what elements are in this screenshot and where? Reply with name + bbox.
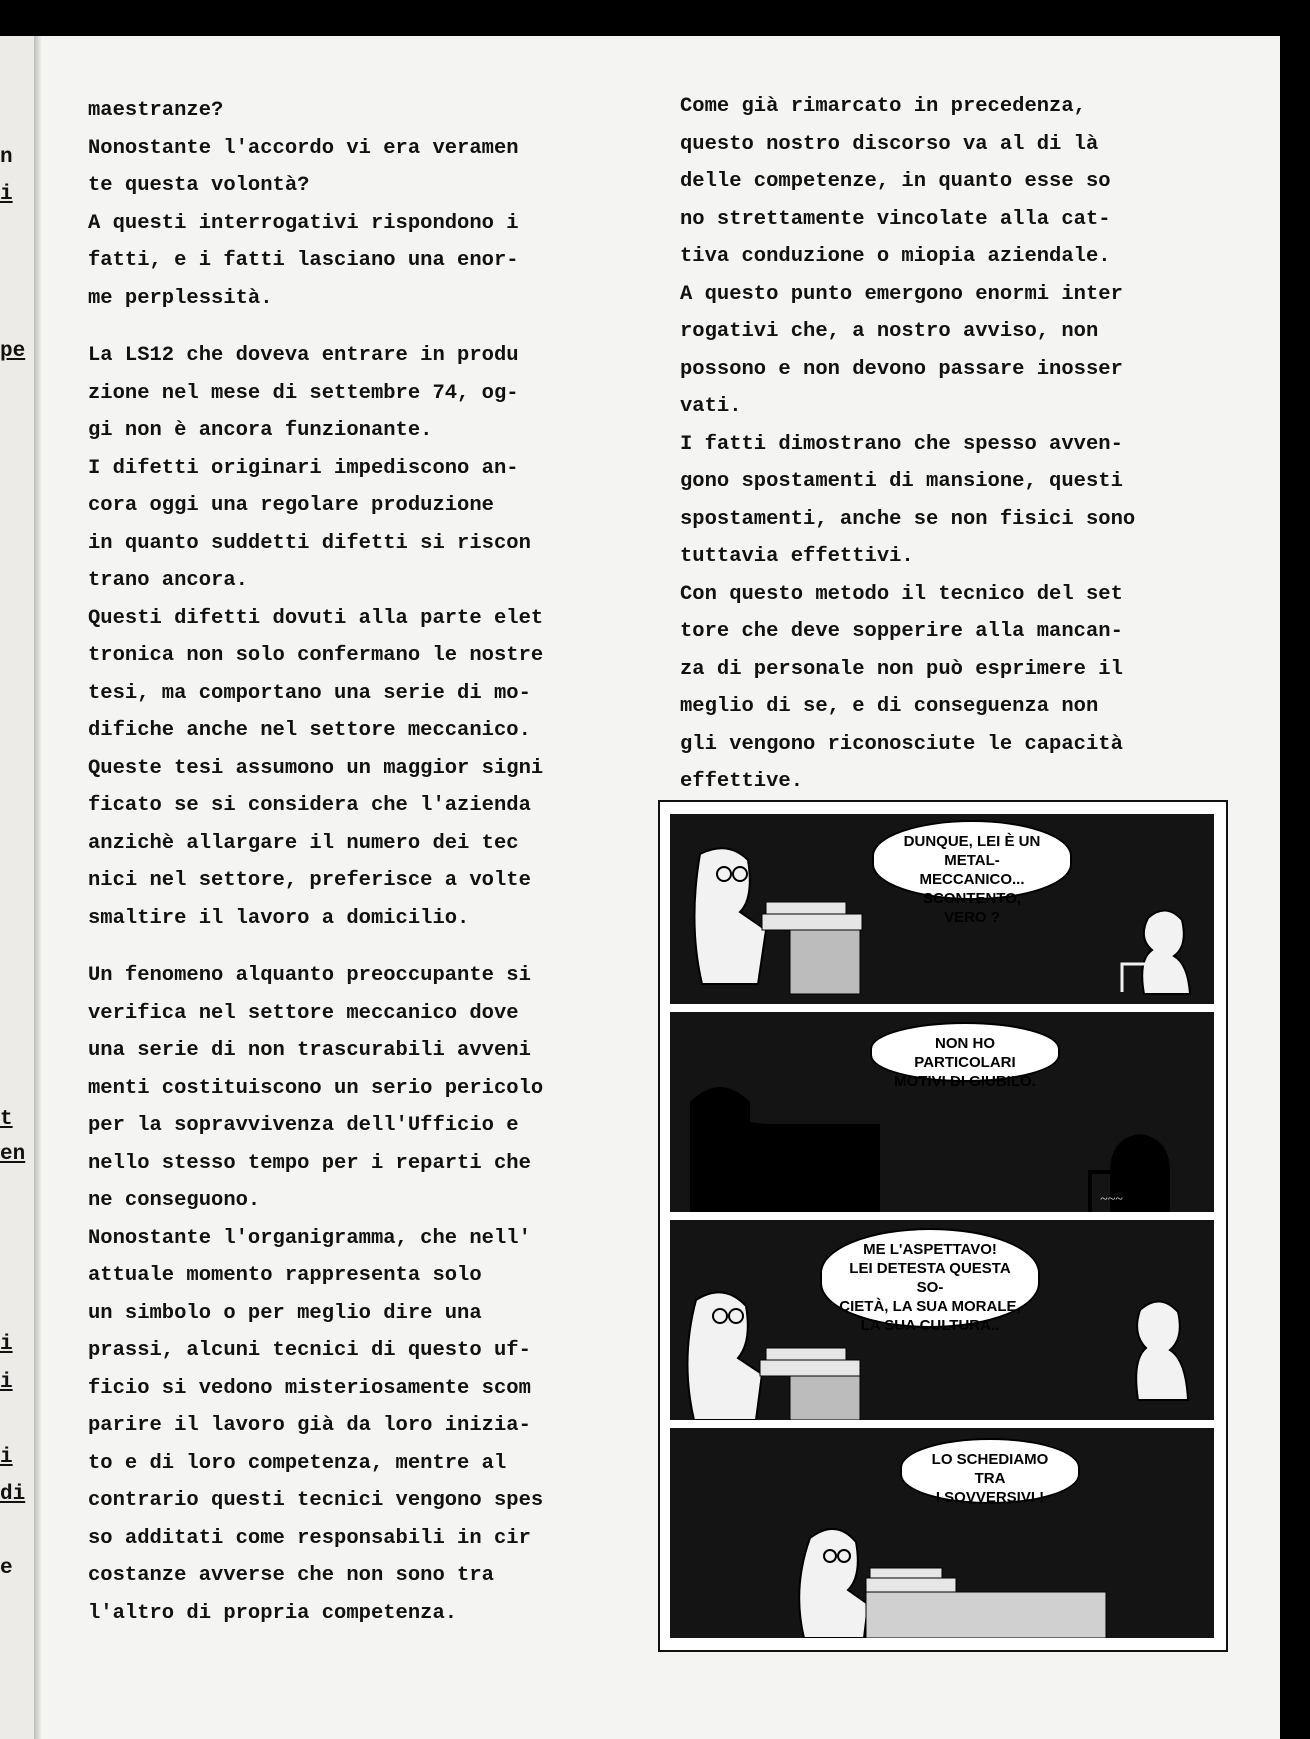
text-line: no strettamente vincolate alla cat-	[680, 207, 1111, 231]
text-line: ficato se si considera che l'azienda	[88, 794, 531, 817]
speech-bubble-1	[872, 820, 1072, 926]
edge-fragment: n	[0, 146, 13, 169]
text-line: costanze avverse che non sono tra	[88, 1564, 494, 1587]
text-line: attuale momento rappresenta solo	[88, 1264, 482, 1287]
comic-panel-2	[670, 1012, 1214, 1212]
text-line: possono e non devono passare inosser	[680, 357, 1123, 381]
text-line: un simbolo o per meglio dire una	[88, 1301, 482, 1325]
text-line: gi non è ancora funzionante.	[88, 419, 433, 442]
text-line: Con questo metodo il tecnico del set	[680, 582, 1123, 606]
edge-fragment: i	[0, 1371, 13, 1394]
text-line: smaltire il lavoro a domicilio.	[88, 906, 470, 930]
text-line: effettive.	[680, 770, 804, 793]
comic-panel-3	[670, 1220, 1214, 1420]
comic-panel-1	[670, 814, 1214, 1004]
text-line: gli vengono riconosciute le capacità	[680, 732, 1123, 756]
text-line: prassi, alcuni tecnici di questo uf-	[88, 1339, 531, 1362]
speech-line: CIETÀ, LA SUA MORALE,	[839, 1298, 1021, 1315]
speech-bubble-3	[820, 1228, 1040, 1334]
text-line: gono spostamenti di mansione, questi	[680, 470, 1123, 493]
text-line: in quanto suddetti difetti si riscon	[88, 531, 531, 555]
speech-bubble-4	[900, 1438, 1080, 1504]
speech-line: DUNQUE, LEI È UN METAL-	[903, 833, 1041, 869]
text-line: Come già rimarcato in precedenza,	[680, 95, 1086, 118]
text-line: Nonostante l'accordo vi era veramen	[88, 136, 519, 160]
text-line: A questo punto emergono enormi inter	[680, 282, 1123, 306]
text-line: tesi, ma comportano una serie di mo-	[88, 681, 531, 705]
scan-top-border	[0, 0, 1310, 36]
text-line: l'altro di propria competenza.	[88, 1601, 458, 1625]
text-line: ne conseguono.	[88, 1189, 261, 1212]
text-line: ficio si vedono misteriosamente scom	[88, 1376, 531, 1400]
speech-line: MECCANICO... SCONTENTO,	[919, 871, 1025, 907]
text-line: nello stesso tempo per i reparti che	[88, 1151, 531, 1175]
speech-line: I SOVVERSIVI !	[935, 1489, 1045, 1506]
edge-fragment: en	[0, 1143, 26, 1166]
comic-strip	[658, 800, 1228, 1652]
edge-fragment: i	[0, 1446, 13, 1469]
text-line: Un fenomeno alquanto preoccupante si	[88, 964, 531, 987]
text-line: difiche anche nel settore meccanico.	[88, 719, 531, 742]
speech-bubble-2	[870, 1022, 1060, 1090]
text-line: trano ancora.	[88, 569, 248, 592]
text-line: anzichè allargare il numero dei tec	[88, 831, 519, 855]
text-line: delle competenze, in quanto esse so	[680, 170, 1111, 193]
text-line: Nonostante l'organigramma, che nell'	[88, 1226, 531, 1250]
text-line: fatti, e i fatti lasciano una enor-	[88, 249, 519, 272]
right-text-column	[680, 88, 1240, 801]
text-line: za di personale non può esprimere il	[680, 657, 1123, 681]
comic-panel-4	[670, 1428, 1214, 1638]
page-gutter	[34, 36, 42, 1739]
speech-line: LA SUA CULTURA..	[860, 1317, 1000, 1334]
left-text-column	[88, 92, 658, 1632]
text-line: me perplessità.	[88, 286, 273, 310]
text-line: per la sopravvivenza dell'Ufficio e	[88, 1114, 519, 1137]
paragraph-gap	[88, 937, 658, 957]
text-line: contrario questi tecnici vengono spes	[88, 1489, 544, 1512]
text-line: cora oggi una regolare produzione	[88, 494, 494, 517]
edge-fragment: t	[0, 1108, 13, 1131]
speech-line: LEI DETESTA QUESTA SO-	[849, 1260, 1011, 1296]
text-line: zione nel mese di settembre 74, og-	[88, 381, 519, 405]
edge-fragment: di	[0, 1483, 26, 1506]
text-line: I difetti originari impediscono an-	[88, 456, 519, 480]
text-line: spostamenti, anche se non fisici sono	[680, 507, 1136, 531]
text-line: vati.	[680, 395, 742, 418]
text-line: tore che deve sopperire alla mancan-	[680, 620, 1123, 643]
text-line: menti costituiscono un serio pericolo	[88, 1076, 544, 1100]
text-line: so additati come responsabili in cir	[88, 1526, 531, 1550]
text-line: Queste tesi assumono un maggior signi	[88, 756, 544, 780]
edge-fragment: pe	[0, 340, 26, 363]
text-line: nici nel settore, preferisce a volte	[88, 869, 531, 892]
scan-right-border	[1280, 0, 1310, 1739]
speech-line: ME L'ASPETTAVO!	[863, 1241, 997, 1258]
text-line: tuttavia effettivi.	[680, 545, 914, 568]
edge-fragment: e	[0, 1557, 13, 1580]
text-line: parire il lavoro già da loro inizia-	[88, 1414, 531, 1437]
text-line: questo nostro discorso va al di là	[680, 132, 1099, 156]
text-line: A questi interrogativi rispondono i	[88, 211, 519, 235]
text-line: rogativi che, a nostro avviso, non	[680, 320, 1099, 343]
text-line: tiva conduzione o miopia aziendale.	[680, 245, 1111, 268]
paragraph-gap	[88, 317, 658, 337]
text-line: te questa volontà?	[88, 174, 310, 197]
text-line: meglio di se, e di conseguenza non	[680, 695, 1099, 718]
text-line: I fatti dimostrano che spesso avven-	[680, 432, 1123, 456]
text-line: tronica non solo confermano le nostre	[88, 644, 544, 667]
text-line: una serie di non trascurabili avveni	[88, 1039, 531, 1062]
speech-line: VERO ?	[944, 909, 1000, 926]
speech-line: LO SCHEDIAMO TRA	[931, 1451, 1049, 1487]
text-line: to e di loro competenza, mentre al	[88, 1451, 507, 1475]
text-line: La LS12 che doveva entrare in produ	[88, 344, 519, 367]
speech-line: NON HO PARTICOLARI	[914, 1035, 1016, 1071]
edge-fragment: i	[0, 1333, 13, 1356]
text-line: maestranze?	[88, 99, 224, 122]
speech-line: MOTIVI DI GIUBILO.	[894, 1073, 1036, 1090]
edge-fragment: i	[0, 183, 13, 206]
artist-signature-icon: ~~~	[1100, 1192, 1123, 1207]
text-line: verifica nel settore meccanico dove	[88, 1001, 519, 1025]
text-line: Questi difetti dovuti alla parte elet	[88, 606, 544, 630]
